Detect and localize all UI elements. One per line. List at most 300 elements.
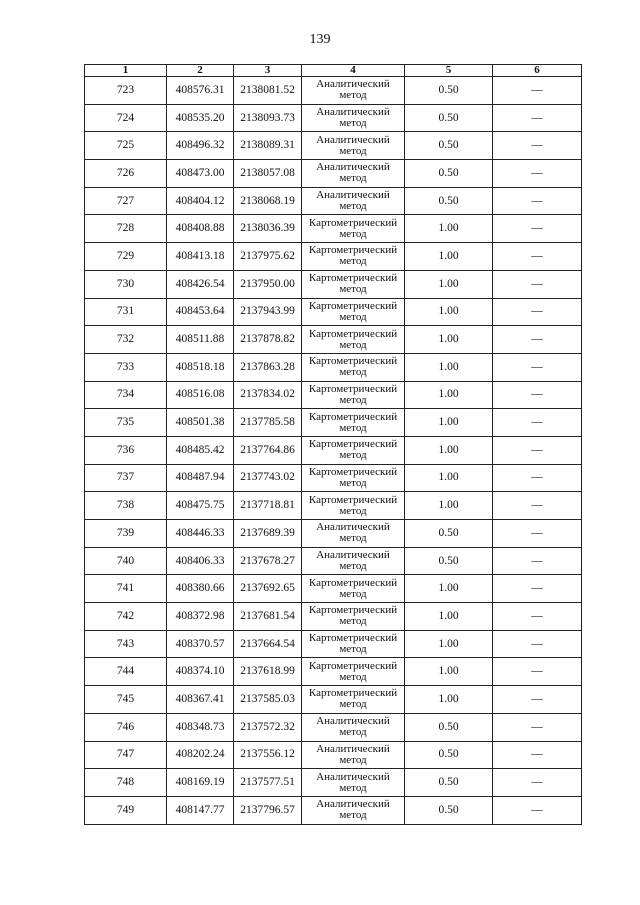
column-header-4: 4 bbox=[302, 65, 405, 77]
x-coordinate-value: 408518.18 bbox=[175, 360, 225, 373]
x-coordinate-value: 408374.10 bbox=[175, 665, 225, 678]
description-value: — bbox=[531, 720, 543, 733]
accuracy-cell bbox=[405, 298, 493, 326]
table-row bbox=[85, 713, 582, 741]
method-cell bbox=[302, 187, 405, 215]
accuracy-cell bbox=[405, 160, 493, 188]
y-coordinate-cell bbox=[234, 796, 302, 824]
description-cell bbox=[493, 381, 582, 409]
x-coordinate-cell bbox=[167, 132, 234, 160]
y-coordinate-value: 2137577.51 bbox=[240, 776, 295, 789]
accuracy-value: 0.50 bbox=[438, 554, 459, 567]
description-value: — bbox=[531, 665, 543, 678]
x-coordinate-value: 408147.77 bbox=[175, 803, 225, 816]
point-number-value: 744 bbox=[116, 665, 135, 678]
y-coordinate-value: 2138036.39 bbox=[240, 222, 295, 235]
description-value: — bbox=[531, 222, 543, 235]
description-value: — bbox=[531, 748, 543, 761]
accuracy-value: 1.00 bbox=[438, 665, 459, 678]
accuracy-value: 1.00 bbox=[438, 499, 459, 512]
y-coordinate-value: 2138068.19 bbox=[240, 194, 295, 207]
point-number-value: 726 bbox=[116, 166, 135, 179]
accuracy-cell bbox=[405, 409, 493, 437]
x-coordinate-cell bbox=[167, 436, 234, 464]
method-value: Картометрический метод bbox=[308, 632, 398, 656]
accuracy-cell bbox=[405, 270, 493, 298]
method-cell bbox=[302, 686, 405, 714]
accuracy-value: 1.00 bbox=[438, 443, 459, 456]
accuracy-value: 1.00 bbox=[438, 305, 459, 318]
x-coordinate-cell bbox=[167, 658, 234, 686]
point-number-cell bbox=[85, 520, 167, 548]
accuracy-value: 1.00 bbox=[438, 692, 459, 705]
method-value: Аналитический метод bbox=[316, 742, 390, 766]
point-number-cell bbox=[85, 215, 167, 243]
method-value: Аналитический метод bbox=[316, 78, 390, 102]
point-number-value: 747 bbox=[116, 748, 135, 761]
x-coordinate-value: 408426.54 bbox=[175, 277, 225, 290]
description-cell bbox=[493, 769, 582, 797]
description-cell bbox=[493, 741, 582, 769]
y-coordinate-cell bbox=[234, 409, 302, 437]
y-coordinate-value: 2138089.31 bbox=[240, 139, 295, 152]
accuracy-cell bbox=[405, 713, 493, 741]
x-coordinate-cell bbox=[167, 104, 234, 132]
accuracy-value: 0.50 bbox=[438, 803, 459, 816]
table-row bbox=[85, 298, 582, 326]
accuracy-value: 0.50 bbox=[438, 166, 459, 179]
y-coordinate-cell bbox=[234, 464, 302, 492]
method-value: Картометрический метод bbox=[308, 410, 398, 434]
method-cell bbox=[302, 520, 405, 548]
description-value: — bbox=[531, 582, 543, 595]
y-coordinate-cell bbox=[234, 353, 302, 381]
method-cell bbox=[302, 547, 405, 575]
point-number-value: 734 bbox=[116, 388, 135, 401]
description-value: — bbox=[531, 609, 543, 622]
accuracy-cell bbox=[405, 187, 493, 215]
accuracy-cell bbox=[405, 104, 493, 132]
method-cell bbox=[302, 215, 405, 243]
x-coordinate-value: 408453.64 bbox=[175, 305, 225, 318]
x-coordinate-cell bbox=[167, 547, 234, 575]
x-coordinate-value: 408516.08 bbox=[175, 388, 225, 401]
x-coordinate-value: 408370.57 bbox=[175, 637, 225, 650]
y-coordinate-value: 2137585.03 bbox=[240, 692, 295, 705]
x-coordinate-cell bbox=[167, 270, 234, 298]
point-number-cell bbox=[85, 658, 167, 686]
method-cell bbox=[302, 270, 405, 298]
method-value: Картометрический метод bbox=[308, 576, 398, 600]
table-row bbox=[85, 464, 582, 492]
description-cell bbox=[493, 630, 582, 658]
method-cell bbox=[302, 409, 405, 437]
point-number-value: 749 bbox=[116, 803, 135, 816]
accuracy-cell bbox=[405, 353, 493, 381]
point-number-cell bbox=[85, 160, 167, 188]
method-value: Аналитический метод bbox=[316, 715, 390, 739]
table-row bbox=[85, 658, 582, 686]
accuracy-value: 1.00 bbox=[438, 333, 459, 346]
table-row bbox=[85, 436, 582, 464]
point-number-value: 733 bbox=[116, 360, 135, 373]
x-coordinate-value: 408446.33 bbox=[175, 526, 225, 539]
description-value: — bbox=[531, 139, 543, 152]
description-cell bbox=[493, 353, 582, 381]
method-value: Картометрический метод bbox=[308, 327, 398, 351]
accuracy-value: 0.50 bbox=[438, 194, 459, 207]
description-value: — bbox=[531, 554, 543, 567]
y-coordinate-value: 2137664.54 bbox=[240, 637, 295, 650]
method-value: Аналитический метод bbox=[316, 161, 390, 185]
method-value: Картометрический метод bbox=[308, 244, 398, 268]
table-row bbox=[85, 796, 582, 824]
accuracy-value: 0.50 bbox=[438, 83, 459, 96]
description-cell bbox=[493, 603, 582, 631]
x-coordinate-cell bbox=[167, 520, 234, 548]
coordinates-table bbox=[84, 64, 582, 825]
accuracy-cell bbox=[405, 243, 493, 271]
accuracy-cell bbox=[405, 492, 493, 520]
point-number-cell bbox=[85, 243, 167, 271]
y-coordinate-value: 2137572.32 bbox=[240, 720, 295, 733]
description-cell bbox=[493, 132, 582, 160]
method-value: Аналитический метод bbox=[316, 521, 390, 545]
table-row bbox=[85, 741, 582, 769]
point-number-cell bbox=[85, 77, 167, 105]
accuracy-cell bbox=[405, 436, 493, 464]
accuracy-value: 1.00 bbox=[438, 416, 459, 429]
y-coordinate-cell bbox=[234, 104, 302, 132]
accuracy-value: 0.50 bbox=[438, 526, 459, 539]
method-value: Картометрический метод bbox=[308, 382, 398, 406]
description-value: — bbox=[531, 83, 543, 96]
accuracy-value: 1.00 bbox=[438, 388, 459, 401]
method-value: Аналитический метод bbox=[316, 106, 390, 130]
x-coordinate-cell bbox=[167, 686, 234, 714]
point-number-value: 727 bbox=[116, 194, 135, 207]
y-coordinate-value: 2137975.62 bbox=[240, 249, 295, 262]
description-cell bbox=[493, 326, 582, 354]
description-cell bbox=[493, 270, 582, 298]
table-row bbox=[85, 270, 582, 298]
accuracy-value: 1.00 bbox=[438, 360, 459, 373]
point-number-cell bbox=[85, 270, 167, 298]
y-coordinate-value: 2138081.52 bbox=[240, 83, 295, 96]
point-number-cell bbox=[85, 547, 167, 575]
method-cell bbox=[302, 492, 405, 520]
description-cell bbox=[493, 686, 582, 714]
y-coordinate-cell bbox=[234, 243, 302, 271]
table-row bbox=[85, 187, 582, 215]
description-cell bbox=[493, 464, 582, 492]
point-number-cell bbox=[85, 741, 167, 769]
method-value: Картометрический метод bbox=[308, 355, 398, 379]
description-cell bbox=[493, 575, 582, 603]
point-number-value: 746 bbox=[116, 720, 135, 733]
y-coordinate-value: 2137863.28 bbox=[240, 360, 295, 373]
accuracy-cell bbox=[405, 215, 493, 243]
x-coordinate-cell bbox=[167, 741, 234, 769]
method-cell bbox=[302, 436, 405, 464]
table-row bbox=[85, 603, 582, 631]
description-value: — bbox=[531, 526, 543, 539]
method-value: Картометрический метод bbox=[308, 299, 398, 323]
method-cell bbox=[302, 160, 405, 188]
method-value: Картометрический метод bbox=[308, 493, 398, 517]
method-cell bbox=[302, 326, 405, 354]
table-row bbox=[85, 326, 582, 354]
description-value: — bbox=[531, 194, 543, 207]
method-cell bbox=[302, 630, 405, 658]
description-value: — bbox=[531, 249, 543, 262]
table-row bbox=[85, 215, 582, 243]
description-cell bbox=[493, 547, 582, 575]
method-cell bbox=[302, 104, 405, 132]
description-cell bbox=[493, 298, 582, 326]
method-value: Картометрический метод bbox=[308, 659, 398, 683]
accuracy-cell bbox=[405, 326, 493, 354]
method-value: Картометрический метод bbox=[308, 604, 398, 628]
table-row bbox=[85, 769, 582, 797]
x-coordinate-cell bbox=[167, 796, 234, 824]
point-number-value: 740 bbox=[116, 554, 135, 567]
table-row bbox=[85, 409, 582, 437]
point-number-value: 724 bbox=[116, 111, 135, 124]
point-number-cell bbox=[85, 132, 167, 160]
x-coordinate-value: 408576.31 bbox=[175, 83, 225, 96]
method-value: Аналитический метод bbox=[316, 798, 390, 822]
y-coordinate-value: 2137743.02 bbox=[240, 471, 295, 484]
point-number-value: 739 bbox=[116, 526, 135, 539]
accuracy-value: 0.50 bbox=[438, 111, 459, 124]
x-coordinate-cell bbox=[167, 298, 234, 326]
table-row bbox=[85, 492, 582, 520]
accuracy-value: 0.50 bbox=[438, 776, 459, 789]
x-coordinate-cell bbox=[167, 381, 234, 409]
description-cell bbox=[493, 104, 582, 132]
description-cell bbox=[493, 520, 582, 548]
method-value: Аналитический метод bbox=[316, 549, 390, 573]
point-number-cell bbox=[85, 104, 167, 132]
x-coordinate-cell bbox=[167, 603, 234, 631]
page-number: 139 bbox=[309, 32, 331, 47]
accuracy-cell bbox=[405, 769, 493, 797]
point-number-value: 745 bbox=[116, 692, 135, 705]
point-number-value: 735 bbox=[116, 416, 135, 429]
description-cell bbox=[493, 713, 582, 741]
description-cell bbox=[493, 796, 582, 824]
method-cell bbox=[302, 243, 405, 271]
point-number-value: 732 bbox=[116, 333, 135, 346]
y-coordinate-cell bbox=[234, 630, 302, 658]
method-cell bbox=[302, 353, 405, 381]
y-coordinate-cell bbox=[234, 769, 302, 797]
x-coordinate-cell bbox=[167, 187, 234, 215]
x-coordinate-value: 408169.19 bbox=[175, 776, 225, 789]
method-value: Картометрический метод bbox=[308, 216, 398, 240]
accuracy-value: 1.00 bbox=[438, 471, 459, 484]
method-cell bbox=[302, 713, 405, 741]
description-value: — bbox=[531, 277, 543, 290]
y-coordinate-cell bbox=[234, 215, 302, 243]
x-coordinate-cell bbox=[167, 464, 234, 492]
column-header-5: 5 bbox=[405, 65, 493, 77]
point-number-cell bbox=[85, 381, 167, 409]
accuracy-cell bbox=[405, 796, 493, 824]
description-value: — bbox=[531, 305, 543, 318]
accuracy-cell bbox=[405, 575, 493, 603]
column-header-3: 3 bbox=[234, 65, 302, 77]
point-number-value: 738 bbox=[116, 499, 135, 512]
point-number-cell bbox=[85, 630, 167, 658]
accuracy-cell bbox=[405, 132, 493, 160]
x-coordinate-value: 408408.88 bbox=[175, 222, 225, 235]
y-coordinate-value: 2137681.54 bbox=[240, 609, 295, 622]
accuracy-cell bbox=[405, 520, 493, 548]
point-number-cell bbox=[85, 436, 167, 464]
y-coordinate-cell bbox=[234, 741, 302, 769]
accuracy-cell bbox=[405, 630, 493, 658]
x-coordinate-cell bbox=[167, 243, 234, 271]
point-number-value: 731 bbox=[116, 305, 135, 318]
point-number-value: 728 bbox=[116, 222, 135, 235]
point-number-cell bbox=[85, 713, 167, 741]
description-value: — bbox=[531, 111, 543, 124]
description-value: — bbox=[531, 443, 543, 456]
point-number-value: 737 bbox=[116, 471, 135, 484]
accuracy-cell bbox=[405, 658, 493, 686]
x-coordinate-cell bbox=[167, 160, 234, 188]
y-coordinate-cell bbox=[234, 381, 302, 409]
table-row bbox=[85, 132, 582, 160]
table-row bbox=[85, 520, 582, 548]
y-coordinate-value: 2137796.57 bbox=[240, 803, 295, 816]
point-number-value: 743 bbox=[116, 637, 135, 650]
description-value: — bbox=[531, 803, 543, 816]
x-coordinate-value: 408202.24 bbox=[175, 748, 225, 761]
x-coordinate-cell bbox=[167, 713, 234, 741]
method-value: Аналитический метод bbox=[316, 770, 390, 794]
accuracy-value: 0.50 bbox=[438, 139, 459, 152]
y-coordinate-value: 2138057.08 bbox=[240, 166, 295, 179]
y-coordinate-cell bbox=[234, 575, 302, 603]
point-number-cell bbox=[85, 298, 167, 326]
description-cell bbox=[493, 436, 582, 464]
y-coordinate-value: 2137692.65 bbox=[240, 582, 295, 595]
y-coordinate-value: 2137943.99 bbox=[240, 305, 295, 318]
table-row bbox=[85, 575, 582, 603]
x-coordinate-cell bbox=[167, 215, 234, 243]
x-coordinate-cell bbox=[167, 769, 234, 797]
y-coordinate-cell bbox=[234, 436, 302, 464]
method-cell bbox=[302, 464, 405, 492]
x-coordinate-cell bbox=[167, 409, 234, 437]
accuracy-value: 1.00 bbox=[438, 582, 459, 595]
x-coordinate-cell bbox=[167, 77, 234, 105]
y-coordinate-value: 2138093.73 bbox=[240, 111, 295, 124]
method-cell bbox=[302, 77, 405, 105]
point-number-cell bbox=[85, 492, 167, 520]
method-cell bbox=[302, 575, 405, 603]
table-row bbox=[85, 353, 582, 381]
table-row bbox=[85, 686, 582, 714]
accuracy-cell bbox=[405, 603, 493, 631]
description-cell bbox=[493, 187, 582, 215]
y-coordinate-value: 2137689.39 bbox=[240, 526, 295, 539]
description-value: — bbox=[531, 499, 543, 512]
description-value: — bbox=[531, 360, 543, 373]
y-coordinate-value: 2137785.58 bbox=[240, 416, 295, 429]
point-number-cell bbox=[85, 187, 167, 215]
method-cell bbox=[302, 658, 405, 686]
table-body bbox=[85, 77, 582, 825]
accuracy-cell bbox=[405, 381, 493, 409]
y-coordinate-cell bbox=[234, 160, 302, 188]
method-cell bbox=[302, 769, 405, 797]
description-cell bbox=[493, 492, 582, 520]
point-number-value: 742 bbox=[116, 609, 135, 622]
y-coordinate-value: 2137678.27 bbox=[240, 554, 295, 567]
method-cell bbox=[302, 603, 405, 631]
point-number-cell bbox=[85, 686, 167, 714]
description-value: — bbox=[531, 692, 543, 705]
x-coordinate-value: 408487.94 bbox=[175, 471, 225, 484]
y-coordinate-value: 2137556.12 bbox=[240, 748, 295, 761]
table-header-row bbox=[85, 65, 582, 77]
x-coordinate-value: 408511.88 bbox=[175, 333, 225, 346]
accuracy-value: 1.00 bbox=[438, 609, 459, 622]
point-number-value: 725 bbox=[116, 139, 135, 152]
description-value: — bbox=[531, 637, 543, 650]
table-row bbox=[85, 160, 582, 188]
accuracy-cell bbox=[405, 686, 493, 714]
method-cell bbox=[302, 381, 405, 409]
y-coordinate-cell bbox=[234, 132, 302, 160]
point-number-cell bbox=[85, 769, 167, 797]
accuracy-cell bbox=[405, 741, 493, 769]
description-cell bbox=[493, 243, 582, 271]
y-coordinate-cell bbox=[234, 658, 302, 686]
accuracy-value: 0.50 bbox=[438, 720, 459, 733]
accuracy-cell bbox=[405, 547, 493, 575]
table-row bbox=[85, 381, 582, 409]
table-row bbox=[85, 104, 582, 132]
description-value: — bbox=[531, 471, 543, 484]
point-number-cell bbox=[85, 603, 167, 631]
table-row bbox=[85, 547, 582, 575]
y-coordinate-cell bbox=[234, 187, 302, 215]
x-coordinate-value: 408380.66 bbox=[175, 582, 225, 595]
point-number-cell bbox=[85, 353, 167, 381]
x-coordinate-cell bbox=[167, 575, 234, 603]
point-number-cell bbox=[85, 326, 167, 354]
point-number-value: 748 bbox=[116, 776, 135, 789]
method-value: Картометрический метод bbox=[308, 438, 398, 462]
point-number-value: 741 bbox=[116, 582, 135, 595]
y-coordinate-value: 2137950.00 bbox=[240, 277, 295, 290]
method-value: Аналитический метод bbox=[316, 133, 390, 157]
x-coordinate-value: 408413.18 bbox=[175, 249, 225, 262]
y-coordinate-value: 2137834.02 bbox=[240, 388, 295, 401]
x-coordinate-cell bbox=[167, 492, 234, 520]
x-coordinate-value: 408473.00 bbox=[175, 166, 225, 179]
method-cell bbox=[302, 298, 405, 326]
y-coordinate-cell bbox=[234, 326, 302, 354]
method-value: Картометрический метод bbox=[308, 465, 398, 489]
point-number-value: 729 bbox=[116, 249, 135, 262]
column-header-2: 2 bbox=[167, 65, 234, 77]
